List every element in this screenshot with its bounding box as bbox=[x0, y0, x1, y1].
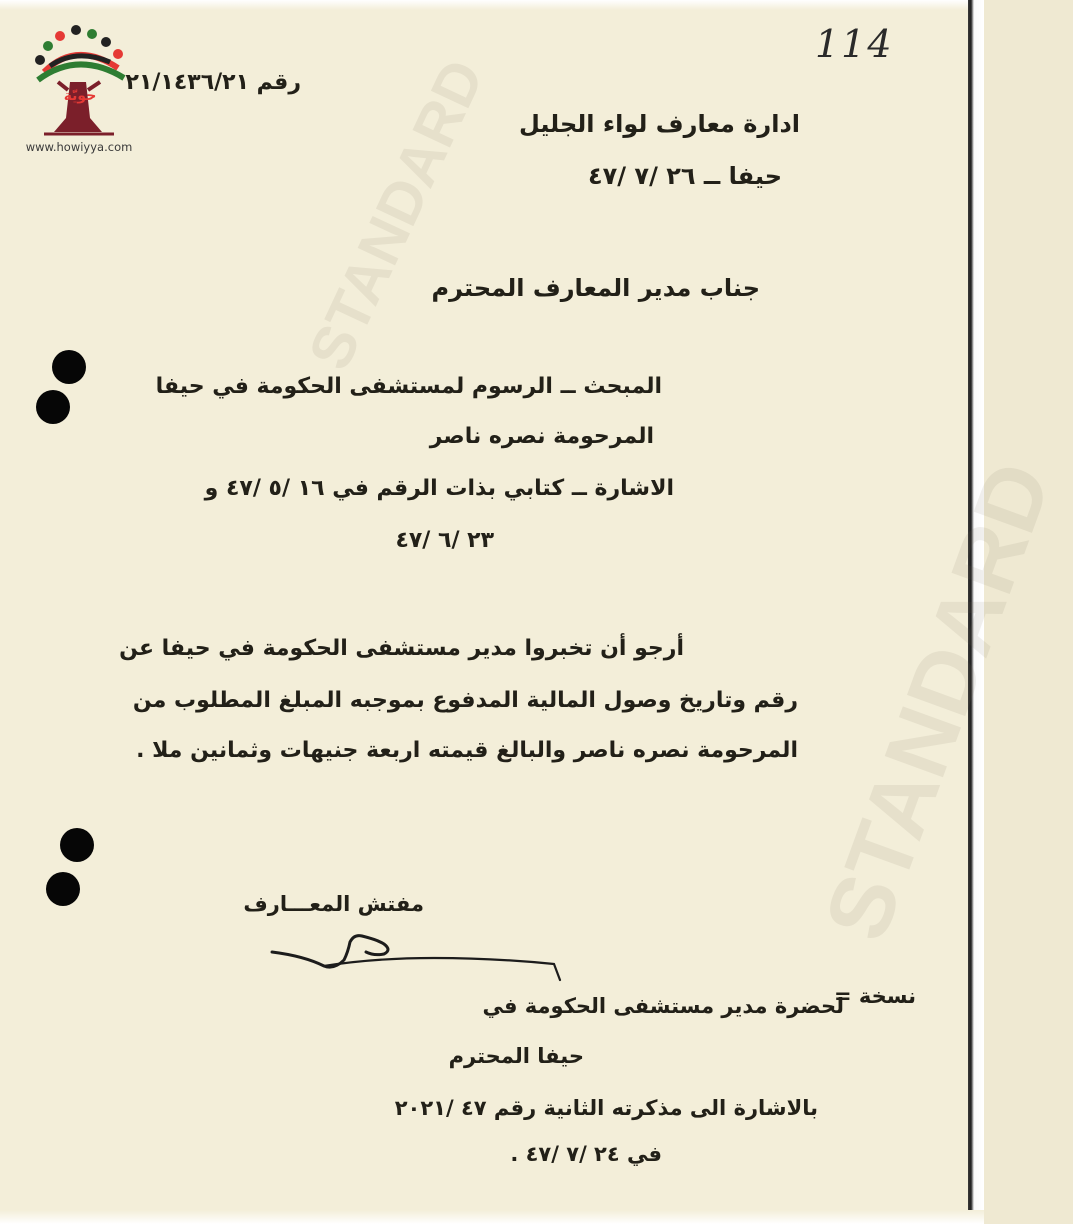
tree-logo-icon bbox=[14, 20, 144, 145]
punch-hole bbox=[52, 350, 86, 384]
copy-label: نسخة = bbox=[833, 984, 916, 1008]
subject-line: المرحومة نصره ناصر bbox=[429, 424, 654, 449]
body-line: رقم وتاريخ وصول المالية المدفوع بموجبه المبلغ المطلوب من bbox=[132, 688, 798, 713]
addressee: جناب مدير المعارف المحترم bbox=[431, 274, 760, 302]
punch-hole bbox=[60, 828, 94, 862]
punch-hole bbox=[36, 390, 70, 424]
body-line: أرجو أن تخبروا مدير مستشفى الحكومة في حيفا عن bbox=[119, 636, 684, 661]
signature-title: مفتش المعـــارف bbox=[243, 892, 424, 916]
punch-hole bbox=[46, 872, 80, 906]
copy-line: في ٢٤ /٧ /٤٧ . bbox=[510, 1142, 662, 1166]
scan-bottom-edge bbox=[0, 1210, 984, 1224]
paper-watermark: STANDARD bbox=[295, 49, 497, 380]
copy-line: لحضرة مدير مستشفى الحكومة في bbox=[482, 994, 844, 1018]
reference-line: الاشارة ــ كتابي بذات الرقم في ١٦ /٥ /٤٧ و bbox=[204, 476, 674, 501]
office-name: ادارة معارف لواء الجليل bbox=[518, 110, 800, 138]
archive-page-number: 114 bbox=[815, 22, 894, 66]
copy-line: حيفا المحترم bbox=[448, 1044, 584, 1068]
reference-number: رقم ٢١/١٤٣٦/٢١ bbox=[125, 70, 301, 95]
subject-line: المبحث ــ الرسوم لمستشفى الحكومة في حيفا bbox=[155, 374, 662, 399]
body-line: المرحومة نصره ناصر والبالغ قيمته اربعة جنيهات وثمانين ملا . bbox=[136, 738, 798, 763]
logo-arabic-text: حويّة bbox=[63, 88, 97, 104]
scan-top-edge bbox=[0, 0, 984, 10]
logo-url: www.howiyya.com bbox=[25, 140, 133, 154]
handwritten-signature bbox=[264, 920, 564, 990]
place-and-date: حيفا ــ ٢٦ /٧ /٤٧ bbox=[588, 162, 782, 190]
reference-date-line: ٢٣ /٦ /٤٧ bbox=[395, 528, 494, 553]
paper-watermark: STANDARD bbox=[806, 450, 1071, 953]
copy-line: بالاشارة الى مذكرته الثانية رقم ٤٧ /٢٠٢١ bbox=[394, 1096, 818, 1120]
howiyya-logo bbox=[14, 20, 144, 160]
